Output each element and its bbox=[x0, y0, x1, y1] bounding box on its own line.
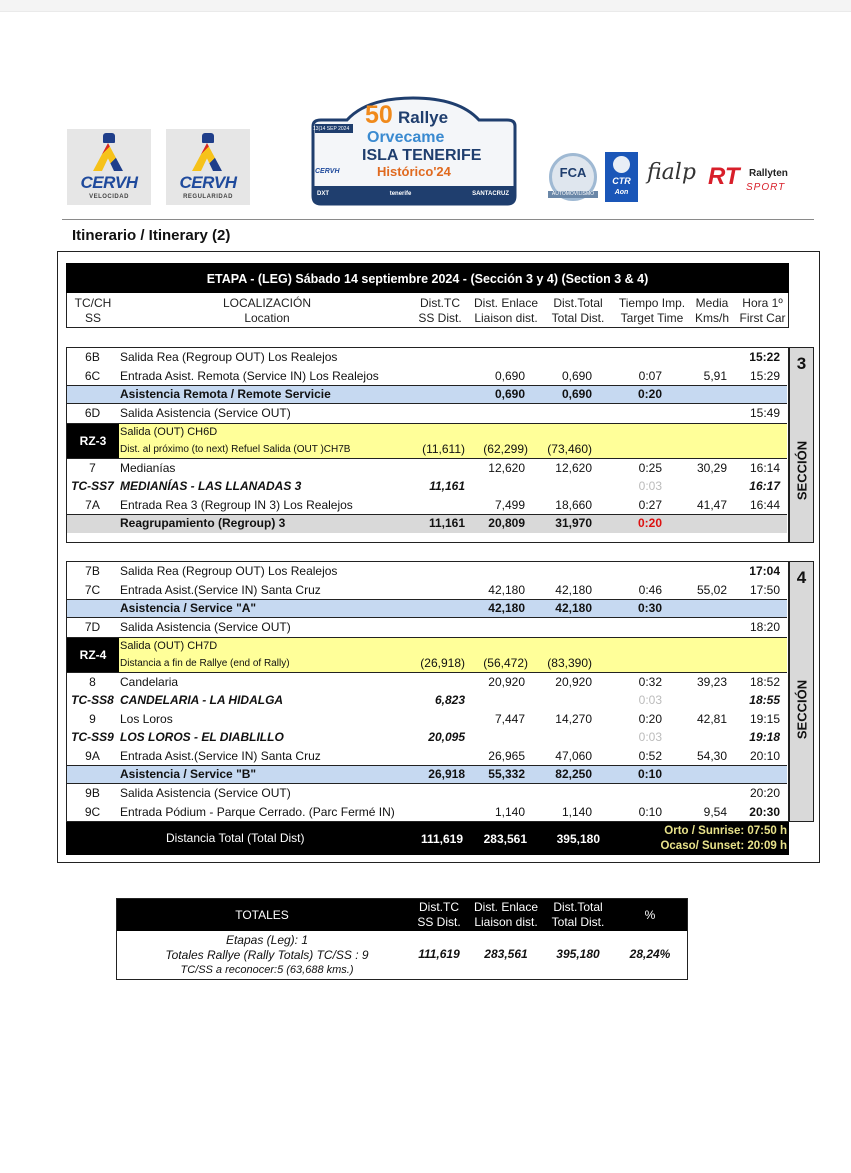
table-row bbox=[67, 747, 787, 766]
total-dist: 47,060 bbox=[555, 748, 592, 763]
liaison-dist: 1,140 bbox=[494, 804, 525, 819]
totals-col-total: Dist.Total Total Dist. bbox=[551, 900, 605, 929]
location: Entrada Asist.(Service IN) Santa Cruz bbox=[120, 748, 321, 763]
target-time: 0:30 bbox=[637, 601, 662, 615]
location: Entrada Asist.(Service IN) Santa Cruz bbox=[120, 582, 321, 597]
location: Reagrupamiento (Regroup) 3 bbox=[120, 516, 286, 530]
col-header-liaison: Dist. Enlace Liaison dist. bbox=[473, 296, 539, 325]
first-car-time: 20:30 bbox=[749, 804, 780, 819]
control-code: 6D bbox=[84, 406, 101, 420]
refuel-total-dist: (83,390) bbox=[547, 655, 592, 670]
first-car-time: 18:55 bbox=[749, 693, 780, 707]
table-row bbox=[67, 348, 787, 367]
plate-name: ISLA TENERIFE bbox=[362, 147, 482, 164]
sunrise: Orto / Sunrise: 07:50 h bbox=[664, 825, 787, 837]
location: LOS LOROS - EL DIABLILLO bbox=[120, 730, 284, 744]
totals-total: 395,180 bbox=[556, 947, 600, 961]
rallyten-sport-logo bbox=[706, 160, 816, 204]
target-time: 0:20 bbox=[637, 516, 662, 530]
crown-icon bbox=[103, 133, 115, 143]
control-code: 7D bbox=[84, 620, 101, 634]
target-time: 0:46 bbox=[638, 582, 662, 597]
refuel-total-dist: (73,460) bbox=[547, 441, 592, 456]
section-3-label bbox=[789, 347, 814, 543]
total-distance-bar bbox=[66, 822, 789, 855]
liaison-dist: 0,690 bbox=[494, 387, 525, 401]
totals-line: Totales Rallye (Rally Totals) TC/SS : 9 bbox=[165, 948, 369, 962]
location: Los Loros bbox=[120, 711, 173, 726]
cervh-sub: REGULARIDAD bbox=[183, 194, 233, 200]
control-code: 6B bbox=[85, 350, 100, 364]
refuel-line-1: Salida (OUT) CH7D bbox=[120, 639, 218, 652]
target-time: 0:25 bbox=[638, 460, 662, 475]
liaison-dist: 55,332 bbox=[488, 767, 525, 781]
total-dist: 82,250 bbox=[555, 767, 592, 781]
total-distance-label: Distancia Total (Total Dist) bbox=[166, 831, 305, 845]
ss-dist: 11,161 bbox=[428, 516, 465, 530]
col-header-target-time: Tiempo Imp. Target Time bbox=[618, 296, 686, 325]
totals-col-percent: % bbox=[644, 908, 656, 922]
refuel-zone-row bbox=[67, 637, 787, 673]
location: MEDIANÍAS - LAS LLANADAS 3 bbox=[120, 479, 302, 493]
total-dist: 12,620 bbox=[555, 460, 592, 475]
refuel-ss-dist: (26,918) bbox=[420, 655, 465, 670]
refuel-line-1: Salida (OUT) CH6D bbox=[120, 425, 218, 438]
location: Salida Asistencia (Service OUT) bbox=[120, 406, 291, 420]
cervh-sub: VELOCIDAD bbox=[89, 194, 129, 200]
target-time: 0:03 bbox=[638, 730, 662, 744]
service-row bbox=[67, 765, 787, 784]
liaison-dist: 7,447 bbox=[494, 711, 525, 726]
section-4-label bbox=[789, 561, 814, 822]
refuel-ss-dist: (11,611) bbox=[422, 441, 465, 456]
plate-edition: Histórico'24 bbox=[377, 164, 451, 179]
plate-number: 50 bbox=[365, 101, 393, 129]
target-time: 0:10 bbox=[638, 804, 662, 819]
average-speed: 30,29 bbox=[696, 460, 727, 475]
rallyten-sub: SPORT bbox=[746, 182, 786, 193]
column-headers bbox=[66, 293, 789, 328]
total-dist: 42,180 bbox=[555, 582, 592, 597]
section-4-table bbox=[66, 561, 789, 822]
table-row bbox=[67, 459, 787, 478]
control-code: 6C bbox=[84, 368, 101, 383]
ss-dist: 6,823 bbox=[434, 693, 465, 707]
first-car-time: 20:20 bbox=[749, 786, 780, 800]
first-car-time: 19:18 bbox=[749, 730, 780, 744]
section-number: 3 bbox=[796, 354, 807, 373]
control-code: 9B bbox=[85, 786, 100, 800]
special-stage-row bbox=[67, 691, 787, 710]
control-code: TC-SS7 bbox=[71, 479, 114, 493]
section-word: SECCIÓN bbox=[794, 440, 809, 501]
location: Entrada Pódium - Parque Cerrado. (Parc Fermé IN) bbox=[120, 804, 395, 819]
liaison-dist: 42,180 bbox=[488, 601, 525, 615]
location: Salida Rea (Regroup OUT) Los Realejos bbox=[120, 350, 338, 364]
totals-table bbox=[116, 898, 688, 980]
table-row bbox=[67, 803, 787, 822]
location: Salida Rea (Regroup OUT) Los Realejos bbox=[120, 564, 338, 578]
location: Candelaria bbox=[120, 674, 179, 689]
leg-title: ETAPA - (LEG) Sábado 14 septiembre 2024 - (Sección 3 y 4) (Section 3 & 4) bbox=[66, 263, 789, 293]
total-dist: 0,690 bbox=[561, 387, 592, 401]
first-car-time: 18:52 bbox=[749, 674, 780, 689]
ss-dist: 11,161 bbox=[429, 479, 465, 493]
table-row bbox=[67, 562, 787, 581]
fialp-name: fialp bbox=[647, 160, 696, 185]
first-car-time: 17:50 bbox=[749, 582, 780, 597]
control-code: 8 bbox=[89, 674, 96, 689]
fca-name: FCA bbox=[559, 165, 587, 180]
page-title: Itinerario / Itinerary (2) bbox=[72, 227, 231, 244]
rally-plate-logo bbox=[307, 96, 520, 206]
first-car-time: 17:04 bbox=[749, 564, 780, 578]
location: Salida Asistencia (Service OUT) bbox=[120, 786, 291, 800]
refuel-liaison-dist: (56,472) bbox=[483, 655, 528, 670]
target-time: 0:10 bbox=[637, 767, 662, 781]
fca-logo bbox=[549, 153, 597, 201]
first-car-time: 18:20 bbox=[749, 620, 780, 634]
location: Entrada Rea 3 (Regroup IN 3) Los Realejos bbox=[120, 497, 353, 512]
average-speed: 41,47 bbox=[696, 497, 727, 512]
plate-sponsor-item: SANTACRUZ bbox=[472, 191, 509, 197]
total-dist: 31,970 bbox=[555, 516, 592, 530]
sunset: Ocaso/ Sunset: 20:09 h bbox=[660, 840, 787, 852]
control-code: 7B bbox=[85, 564, 100, 578]
cervh-brand: CERVH bbox=[179, 173, 237, 192]
target-time: 0:27 bbox=[638, 497, 662, 512]
refuel-line-2: Distancia a fin de Rallye (end of Rally) bbox=[120, 657, 290, 669]
total-ss: 111,619 bbox=[420, 832, 463, 846]
totals-body bbox=[117, 931, 687, 979]
special-stage-row bbox=[67, 477, 787, 496]
ctr-logo bbox=[605, 152, 638, 202]
service-row bbox=[67, 599, 787, 618]
control-code: 7 bbox=[89, 460, 96, 475]
ctr-name: CTR bbox=[612, 176, 631, 186]
first-car-time: 16:14 bbox=[749, 460, 780, 475]
col-header-ss-dist: Dist.TC SS Dist. bbox=[418, 296, 462, 325]
location: Entrada Asist. Remota (Service IN) Los Realejos bbox=[120, 368, 379, 383]
totals-liaison: 283,561 bbox=[484, 947, 528, 961]
target-time: 0:03 bbox=[638, 693, 662, 707]
target-time: 0:07 bbox=[638, 368, 662, 383]
col-header-first-car: Hora 1º First Car bbox=[739, 296, 786, 325]
totals-title: TOTALES bbox=[235, 908, 289, 922]
totals-col-liaison: Dist. Enlace Liaison dist. bbox=[473, 900, 539, 929]
target-time: 0:20 bbox=[638, 711, 662, 726]
liaison-dist: 42,180 bbox=[488, 582, 525, 597]
refuel-zone-code: RZ-4 bbox=[67, 638, 119, 672]
control-code: 7C bbox=[84, 582, 101, 597]
refuel-zone-code: RZ-3 bbox=[67, 424, 119, 458]
total-dist: 18,660 bbox=[555, 497, 592, 512]
table-row bbox=[67, 710, 787, 729]
target-time: 0:32 bbox=[638, 674, 662, 689]
first-car-time: 15:22 bbox=[749, 350, 780, 364]
refuel-line-2: Dist. al próximo (to next) Refuel Salida (OUT )CH7B bbox=[120, 443, 351, 455]
liaison-dist: 26,965 bbox=[488, 748, 525, 763]
cervh-regularidad-logo bbox=[166, 129, 250, 205]
liaison-dist: 20,920 bbox=[488, 674, 525, 689]
first-car-time: 16:44 bbox=[749, 497, 780, 512]
refuel-liaison-dist: (62,299) bbox=[483, 441, 528, 456]
table-row bbox=[67, 367, 787, 386]
first-car-time: 15:29 bbox=[749, 368, 780, 383]
special-stage-row bbox=[67, 728, 787, 747]
plate-sponsors bbox=[317, 190, 509, 198]
rt-mark: RT bbox=[708, 163, 740, 190]
liaison-dist: 12,620 bbox=[488, 460, 525, 475]
first-car-time: 20:10 bbox=[749, 748, 780, 763]
control-code: 9C bbox=[84, 804, 101, 819]
ss-dist: 26,918 bbox=[428, 767, 465, 781]
section-number: 4 bbox=[796, 568, 807, 587]
section-word: SECCIÓN bbox=[794, 679, 809, 740]
cervh-brand: CERVH bbox=[80, 173, 138, 192]
table-row bbox=[67, 673, 787, 692]
average-speed: 54,30 bbox=[696, 748, 727, 763]
total-liaison: 283,561 bbox=[483, 832, 527, 846]
liaison-dist: 7,499 bbox=[494, 497, 525, 512]
fialp-logo bbox=[647, 160, 696, 186]
service-row bbox=[67, 385, 787, 404]
first-car-time: 15:49 bbox=[749, 406, 780, 420]
target-time: 0:20 bbox=[637, 387, 662, 401]
control-code: 9A bbox=[85, 748, 100, 763]
col-header-avg: Media Kms/h bbox=[694, 296, 729, 325]
average-speed: 9,54 bbox=[703, 804, 727, 819]
plate-sponsor: Orvecame bbox=[367, 129, 445, 146]
liaison-dist: 20,809 bbox=[488, 516, 525, 530]
location: Medianías bbox=[120, 460, 176, 475]
totals-line: Etapas (Leg): 1 bbox=[225, 933, 309, 947]
location: Asistencia / Service "A" bbox=[120, 601, 257, 615]
total-dist: 14,270 bbox=[555, 711, 592, 726]
ctr-sub: Aon bbox=[614, 189, 629, 196]
section-3-table bbox=[66, 347, 789, 543]
control-code: 7A bbox=[85, 497, 100, 512]
total-dist: 20,920 bbox=[555, 674, 592, 689]
location: CANDELARIA - LA HIDALGA bbox=[120, 693, 284, 707]
fca-sub: AUTOMOVILISMO bbox=[548, 191, 598, 198]
totals-ss: 111,619 bbox=[418, 947, 460, 961]
cervh-velocidad-logo bbox=[67, 129, 151, 205]
totals-header bbox=[117, 899, 687, 931]
plate-sponsor-item: DXT bbox=[317, 191, 329, 197]
rfeda-a-icon bbox=[93, 143, 123, 171]
average-speed: 42,81 bbox=[696, 711, 727, 726]
col-header-total: Dist.Total Total Dist. bbox=[551, 296, 605, 325]
total-dist: 0,690 bbox=[561, 368, 592, 383]
average-speed: 55,02 bbox=[696, 582, 727, 597]
control-code: TC-SS9 bbox=[71, 730, 114, 744]
col-header-location: LOCALIZACIÓN Location bbox=[222, 296, 312, 325]
rfeda-a-icon bbox=[192, 143, 222, 171]
header-divider bbox=[62, 219, 814, 220]
crown-icon bbox=[202, 133, 214, 143]
refuel-zone-row bbox=[67, 423, 787, 459]
totals-line: TC/SS a reconocer:5 (63,688 kms.) bbox=[180, 964, 354, 976]
plate-cervh: CERVH bbox=[315, 168, 340, 175]
table-row bbox=[67, 404, 787, 423]
total-total: 395,180 bbox=[556, 832, 600, 846]
average-speed: 39,23 bbox=[696, 674, 727, 689]
regroup-row bbox=[67, 514, 787, 533]
ss-dist: 20,095 bbox=[428, 730, 465, 744]
first-car-time: 19:15 bbox=[749, 711, 780, 726]
location: Asistencia / Service "B" bbox=[120, 767, 257, 781]
liaison-dist: 0,690 bbox=[494, 368, 525, 383]
rallyten-name: Rallyten bbox=[749, 168, 788, 179]
target-time: 0:03 bbox=[638, 479, 662, 493]
total-dist: 42,180 bbox=[555, 601, 592, 615]
table-row bbox=[67, 784, 787, 803]
control-code: 9 bbox=[89, 711, 96, 726]
totals-percent: 28,24% bbox=[629, 947, 671, 961]
first-car-time: 16:17 bbox=[749, 479, 780, 493]
average-speed: 5,91 bbox=[703, 368, 727, 383]
table-row bbox=[67, 618, 787, 637]
plate-sponsor-item: tenerife bbox=[389, 191, 412, 197]
plate-rallye: Rallye bbox=[398, 108, 449, 127]
ctr-emblem-icon bbox=[613, 156, 630, 173]
totals-col-ss: Dist.TC SS Dist. bbox=[417, 900, 461, 929]
plate-dates: 13|14 SEP 2024 bbox=[313, 126, 350, 132]
viewer-top-bar bbox=[0, 0, 851, 12]
location: Salida Asistencia (Service OUT) bbox=[120, 620, 291, 634]
control-code: TC-SS8 bbox=[71, 693, 114, 707]
total-dist: 1,140 bbox=[561, 804, 592, 819]
location: Asistencia Remota / Remote Servicie bbox=[120, 387, 331, 401]
target-time: 0:52 bbox=[638, 748, 662, 763]
col-header-code: TC/CH SS bbox=[74, 296, 112, 325]
table-row bbox=[67, 581, 787, 600]
table-row bbox=[67, 496, 787, 515]
